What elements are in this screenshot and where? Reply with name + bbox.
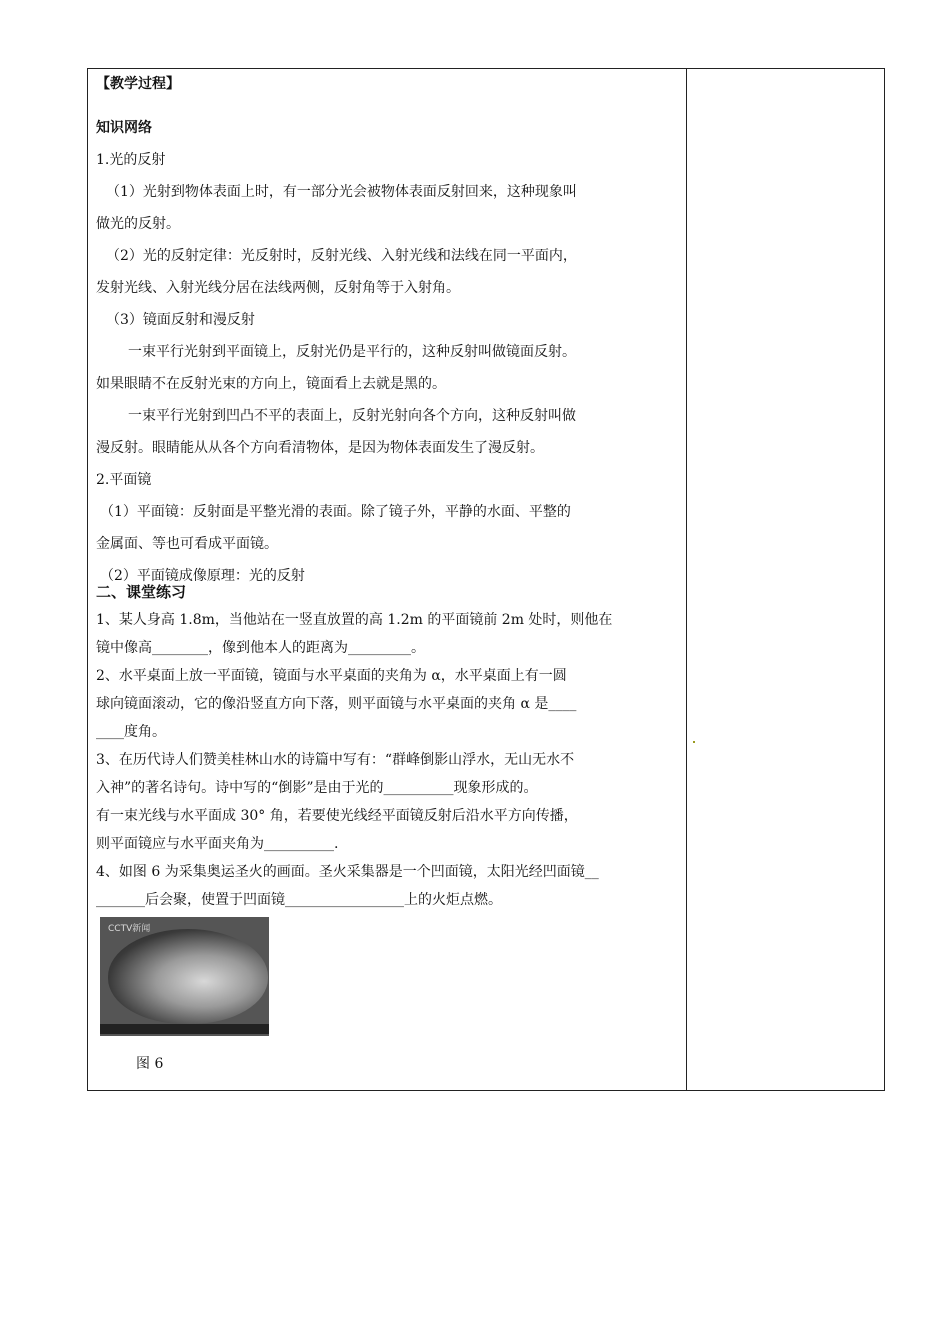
cctv-logo: CCTV新闻 [108,924,151,934]
practice-title: 二、课堂练习 [96,583,187,601]
paragraph: （2）光的反射定律：光反射时，反射光线、入射光线和法线在同一平面内， [106,248,577,264]
question-line: 1、某人身高 1.8m，当他站在一竖直放置的高 1.2m 的平面镜前 2m 处时，则他在 [96,612,613,628]
paragraph: （2）平面镜成像原理：光的反射 [100,568,305,584]
paragraph: 做光的反射。 [96,216,180,232]
concave-mirror-image [108,929,268,1024]
knowledge-title: 知识网络 [96,120,152,136]
section-title: 【教学过程】 [96,76,180,92]
question-line: ____度角。 [96,724,166,740]
figure-image [100,917,269,1036]
paragraph: 金属面、等也可看成平面镜。 [96,536,278,552]
stray-mark [693,741,695,743]
paragraph: 发射光线、入射光线分居在法线两侧，反射角等于入射角。 [96,280,460,296]
question-line: 3、在历代诗人们赞美桂林山水的诗篇中写有：“群峰倒影山浮水，无山无水不 [96,752,575,768]
paragraph: 一束平行光射到平面镜上，反射光仍是平行的，这种反射叫做镜面反射。 [128,344,576,360]
question-line: 球向镜面滚动，它的像沿竖直方向下落，则平面镜与水平桌面的夹角 α 是____ [96,696,577,712]
question-line: 则平面镜应与水平面夹角为__________. [96,836,339,852]
question-line: 镜中像高________，像到他本人的距离为_________。 [96,640,425,656]
question-line: 有一束光线与水平面成 30° 角，若要使光线经平面镜反射后沿水平方向传播， [96,808,578,824]
paragraph: 漫反射。眼睛能从从各个方向看清物体，是因为物体表面发生了漫反射。 [96,440,544,456]
question-line: 4、如图 6 为采集奥运圣火的画面。圣火采集器是一个凹面镜，太阳光经凹面镜__ [96,864,599,880]
image-caption-bar [100,1024,269,1034]
question-line: 2、水平桌面上放一平面镜，镜面与水平桌面的夹角为 α，水平桌面上有一圆 [96,668,567,684]
paragraph: 如果眼睛不在反射光束的方向上，镜面看上去就是黑的。 [96,376,446,392]
paragraph: （3）镜面反射和漫反射 [106,312,255,328]
paragraph: 2.平面镜 [96,472,152,488]
paragraph: （1）光射到物体表面上时，有一部分光会被物体表面反射回来，这种现象叫 [106,184,577,200]
paragraph: （1）平面镜：反射面是平整光滑的表面。除了镜子外，平静的水面、平整的 [100,504,571,520]
column-divider [686,68,687,1091]
question-line: _______后会聚，使置于凹面镜_________________上的火炬点燃。 [96,892,502,908]
question-line: 入神”的著名诗句。诗中写的“倒影”是由于光的__________现象形成的。 [96,780,538,796]
paragraph: 1.光的反射 [96,152,166,168]
paragraph: 一束平行光射到凹凸不平的表面上，反射光射向各个方向，这种反射叫做 [128,408,576,424]
figure-label: 图 6 [136,1056,164,1072]
